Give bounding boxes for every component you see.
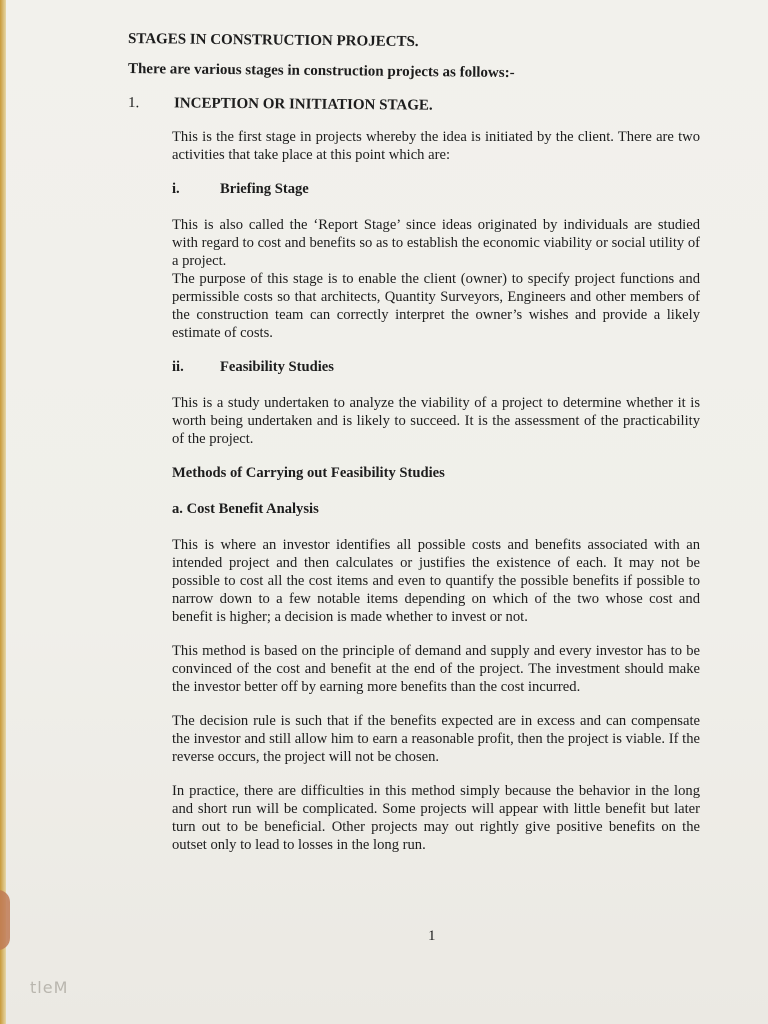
briefing-heading xyxy=(172,180,700,198)
cba-paragraph-3: The decision rule is such that if the benefits expected are in excess and can compensate the investor and still allow him to earn a reasonable profit, then the project is viable. If the reverse occurs, the project will not be chosen. xyxy=(172,713,700,765)
document-body xyxy=(128,30,700,870)
stage-1-title: INCEPTION OR INITIATION STAGE. xyxy=(173,95,433,114)
stage-1-number: 1. xyxy=(127,95,140,112)
cba-paragraph-2: This method is based on the principle of demand and supply and every investor has to be convinced of the cost and benefit at the end of the project. The investment should make the investor better off by earning more benefits than the cost incurred. xyxy=(172,643,700,695)
feasibility-heading xyxy=(172,358,700,376)
page-number: 1 xyxy=(428,928,436,944)
briefing-title: Briefing Stage xyxy=(220,181,309,197)
watermark: tleM xyxy=(30,978,69,997)
finger-shadow xyxy=(0,890,10,950)
feasibility-number: ii. xyxy=(172,359,184,375)
page-edge xyxy=(0,0,6,1024)
cba-paragraph-4: In practice, there are difficulties in this method simply because the behavior in the long and short run will be complicated. Some projects will appear with little benefit but later turn out to be beneficial. Other projects may out rightly give positive benefits on the outset only to lead to losses in the long run. xyxy=(172,783,700,853)
briefing-paragraph-1: This is also called the ‘Report Stage’ since ideas originated by individuals are studied with regard to cost and benefits so as to establish the economic viability or social utility of a project. xyxy=(172,217,700,269)
cba-heading: a. Cost Benefit Analysis xyxy=(172,501,319,517)
briefing-paragraph-2: The purpose of this stage is to enable the client (owner) to specify project functions and permissible costs so that architects, Quantity Surveyors, Engineers and other members of the construction team can correctly interpret the owner’s wishes and provide a likely estimate of costs. xyxy=(172,271,700,341)
feasibility-paragraph: This is a study undertaken to analyze the viability of a project to determine whether it is worth being undertaken and is likely to succeed. It is the assessment of the practicability of the project. xyxy=(172,395,700,447)
feasibility-title: Feasibility Studies xyxy=(220,359,334,375)
methods-heading: Methods of Carrying out Feasibility Studies xyxy=(172,465,445,481)
stage-1-section xyxy=(172,128,700,854)
intro-line: There are various stages in construction projects as follows:- xyxy=(127,61,515,82)
briefing-number: i. xyxy=(172,181,180,197)
stage-1-heading xyxy=(128,94,700,117)
document-title: STAGES IN CONSTRUCTION PROJECTS. xyxy=(127,31,419,51)
stage-1-text: This is the first stage in projects whereby the idea is initiated by the client. There are two activities that take place at this point which are: xyxy=(172,129,700,163)
cba-paragraph-1: This is where an investor identifies all possible costs and benefits associated with an intended project and then calculates or justifies the existence of each. It may not be possible to cost all the cost items and even to quantify the possible benefits if possible to narrow down to a few notable items depending on which of the two whose cost and benefit is higher; a decision is made whether to invest or not. xyxy=(172,537,700,625)
